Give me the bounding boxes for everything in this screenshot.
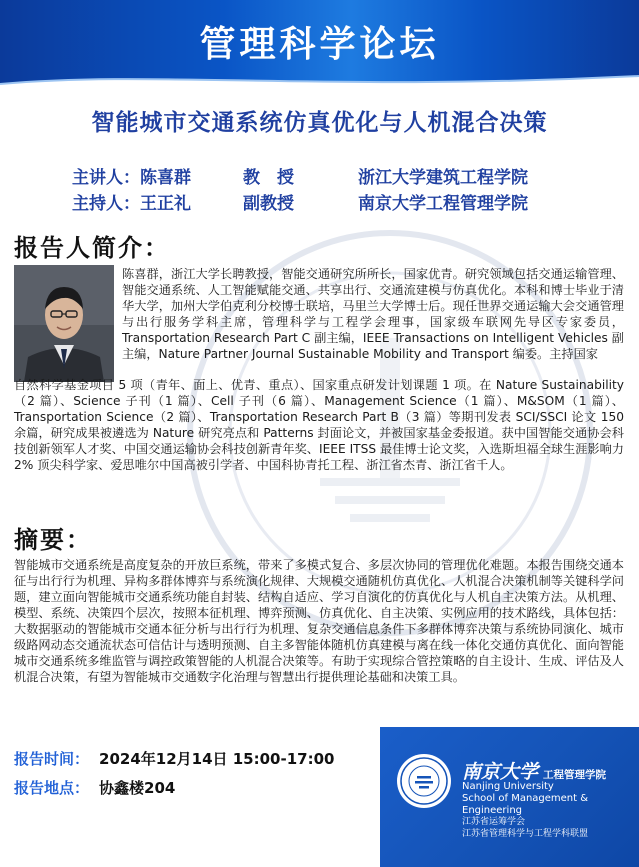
abstract-text: 智能城市交通系统是高度复杂的开放巨系统，带来了多模式复合、多层次协同的管理优化难题。本报告围绕交通本征与出行行为机理、异构多群体博弈与系统演化规律、大规模交通随机仿真优化、人机混合决策机制等关键科学问题，建立面向智能城市交通系统功能自封装、结构自适应、学习自演化的仿真优化与人机自主决策方法。从机理、模型、系统、决策四个层次，按照本征机理、博弈预测、仿真优化、自主决策、实例应用的技术路线，具体包括：大数据驱动的智能城市交通本征分析与出行行为机理、复杂交通信息条件下多群体博弈决策与系统协同演化、城市级路网动态交通流状态可信估计与透明预测、自主多智能体随机仿真建模与离在线一体化交通仿真优化、面向智能城市交通系统多维监管与调控政策智能的人机混合决策等。有助于实现综合管控策略的自主设计、生成、评估及人机混合决策，有望为智能城市交通数字化治理与智慧出行提供理论基础和决策工具。: [14, 558, 624, 684]
forum-title: 管理科学论坛: [199, 23, 440, 65]
speaker-photo: [14, 265, 114, 382]
society-name-1: 江苏省运筹学会: [462, 817, 526, 827]
time-label: 报告时间：: [14, 750, 90, 768]
society-name-2: 江苏省管理科学与工程学科联盟: [462, 829, 589, 839]
school-name-en: Nanjing University: [462, 781, 554, 792]
speaker-rank: 教 授: [243, 168, 294, 188]
time-value: 2024年12月14日 15:00-17:00: [99, 750, 335, 768]
university-logo-icon: [395, 752, 453, 810]
school-dept-cn: 工程管理学院: [543, 769, 606, 781]
bio-text-full: 自然科学基金项目 5 项（青年、面上、优青、重点）、国家重点研发计划课题 1 项。在 Nature Sustainability（2 篇）、Science 子刊（1 篇）、Cell 子刊（6 篇）、Management Science（1 篇）、M&SOM（1 篇）、Transportation Science（2 篇）、Transportation Research Part B（3 篇）等期刊发表 SCI/SSCI 论文 150 余篇，研究成果被遴选为 Nature 研究亮点和 Patterns 封面论文，并被国家基金委报道。获中国智能交通协会科技创新领军人才奖、中国交通运输协会科技创新青年奖、IEEE ITSS 最佳博士论文奖，入选斯坦福全球生涯影响力 2% 顶尖科学家、爱思唯尔中国高被引学者、中国科协青托工程、浙江省杰青、浙江省千人。: [14, 378, 624, 472]
bio-text-side: 陈喜群，浙江大学长聘教授，智能交通研究所所长，国家优青。研究领域包括交通运输管理、智能交通系统、人工智能赋能交通、共享出行、交通流建模与仿真优化。本科和博士毕业于清华大学，加州大学伯克利分校博士联培，马里兰大学博士后。现任世界交通运输大会交通管理与出行服务学科主席，管理科学与工程学会理事，国家级车联网先导区专家委员，Transportation Research Part C 副主编，IEEE Transactions on Intelligent Vehicles 副主编，Nature Partner Journal Sustainable Mobility and Transport 编委。主持国家: [122, 267, 624, 361]
host-name: 主持人：王正礼: [72, 194, 191, 214]
speaker-name: 主讲人：陈喜群: [72, 168, 191, 188]
host-affiliation: 南京大学工程管理学院: [358, 194, 528, 214]
host-rank: 副教授: [243, 194, 294, 214]
time-line: [14, 748, 334, 769]
header-wave: [0, 70, 639, 94]
abstract-heading: 摘要：: [14, 526, 92, 554]
place-value: 协鑫楼204: [99, 779, 176, 797]
place-label: 报告地点：: [14, 779, 90, 797]
school-dept-en: School of Management & Engineering: [462, 793, 589, 816]
talk-title: 智能城市交通系统仿真优化与人机混合决策: [91, 110, 548, 136]
speaker-affiliation: 浙江大学建筑工程学院: [358, 168, 528, 188]
bio-heading: 报告人简介：: [14, 234, 170, 262]
place-line: [14, 777, 175, 798]
school-name-cn: 南京大学: [462, 761, 539, 783]
